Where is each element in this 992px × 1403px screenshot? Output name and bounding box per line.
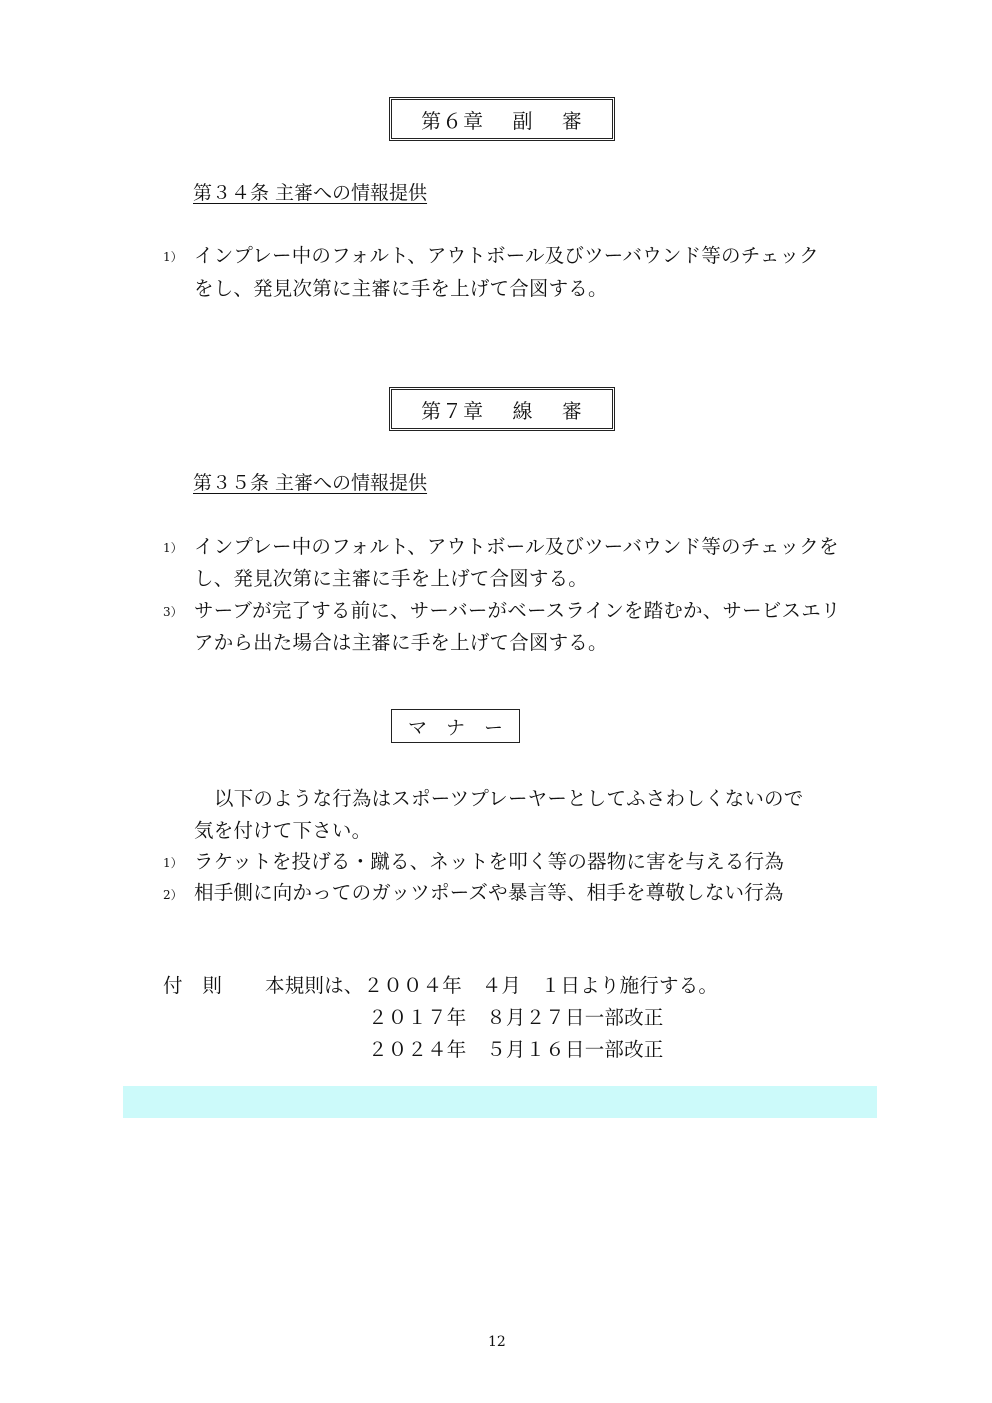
highlight-band: [123, 1086, 877, 1118]
article-35-item-1-line-2: し、発見次第に主審に手を上げて合図する。: [194, 567, 589, 590]
manner-intro-line-2: 気を付けて下さい。: [194, 819, 372, 842]
article-35-heading: 第３５条 主審への情報提供: [193, 472, 428, 494]
article-35-item-3-line-1: サーブが完了する前に、サーバーがベースラインを踏むか、サービスエリ: [194, 599, 841, 622]
article-34-item-1-line-1: インプレー中のフォルト、アウトボール及びツーバウンド等のチェック: [194, 244, 819, 267]
manner-item-1-number: 1）: [163, 856, 183, 870]
manner-title: マ ナ ー: [407, 716, 503, 739]
supplement-line-3: ２０２４年 ５月１６日一部改正: [368, 1038, 664, 1061]
article-34-item-1-line-2: をし、発見次第に主審に手を上げて合図する。: [194, 277, 608, 300]
chapter-6-title: 第６章 副 審: [421, 108, 583, 133]
manner-item-2-number: 2）: [163, 888, 183, 902]
article-35-item-3-number: 3）: [163, 605, 183, 619]
manner-title-box: [391, 709, 520, 743]
page-number: 12: [488, 1334, 506, 1350]
manner-item-1-text: ラケットを投げる・蹴る、ネットを叩く等の器物に害を与える行為: [194, 850, 785, 873]
article-35-item-3-line-2: アから出た場合は主審に手を上げて合図する。: [194, 631, 608, 654]
chapter-7-title-box: [389, 387, 615, 431]
chapter-6-title-box: [389, 97, 615, 141]
supplement-label: 付 則: [163, 974, 223, 997]
chapter-7-title: 第７章 線 審: [421, 398, 583, 423]
article-35-item-1-number: 1）: [163, 541, 183, 555]
manner-item-2-text: 相手側に向かってのガッツポーズや暴言等、相手を尊敬しない行為: [194, 881, 784, 904]
supplement-line-1: 本規則は、２００４年 ４月 １日より施行する。: [265, 974, 719, 997]
article-34-item-1-number: 1）: [163, 250, 183, 264]
article-35-item-1-line-1: インプレー中のフォルト、アウトボール及びツーバウンド等のチェックを: [194, 535, 839, 558]
article-34-heading: 第３４条 主審への情報提供: [193, 182, 428, 204]
manner-intro-line-1: 以下のような行為はスポーツプレーヤーとしてふさわしくないので: [214, 787, 804, 810]
supplement-line-2: ２０１７年 ８月２７日一部改正: [368, 1006, 664, 1029]
